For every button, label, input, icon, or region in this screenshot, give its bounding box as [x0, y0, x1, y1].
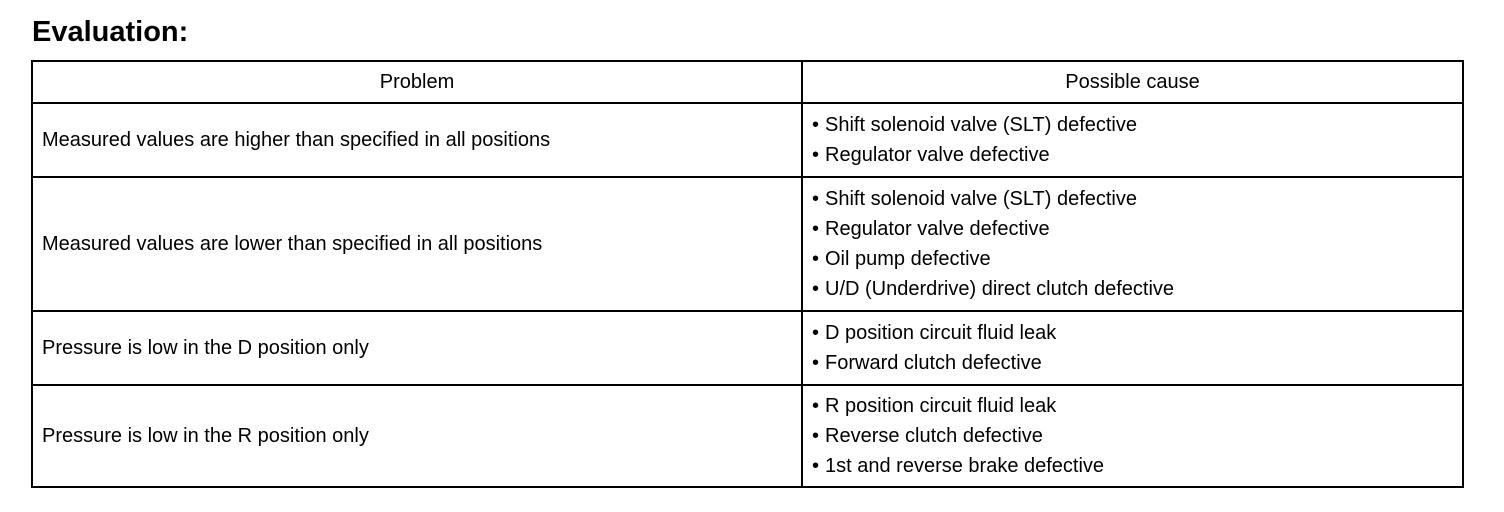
- cause-text: R position circuit fluid leak: [825, 395, 1057, 417]
- cause-item: [812, 274, 1462, 304]
- cause-cell: [802, 103, 1463, 177]
- cause-item: [812, 110, 1462, 140]
- table-row: [32, 103, 1463, 177]
- table-row: [32, 311, 1463, 385]
- cause-cell: [802, 311, 1463, 385]
- cause-text: Regulator valve defective: [825, 218, 1050, 240]
- bullet-icon: •: [812, 455, 820, 477]
- cause-item: [812, 421, 1462, 451]
- cause-item: [812, 214, 1462, 244]
- cause-item: [812, 140, 1462, 170]
- cause-item: [812, 184, 1462, 214]
- evaluation-heading: Evaluation:: [32, 16, 189, 48]
- cause-item: [812, 318, 1462, 348]
- cause-list: [812, 391, 1462, 481]
- bullet-icon: •: [812, 144, 820, 166]
- cause-item: [812, 348, 1462, 378]
- bullet-icon: •: [812, 248, 820, 270]
- bullet-icon: •: [812, 218, 820, 240]
- cause-list: [812, 318, 1462, 378]
- cause-text: Regulator valve defective: [825, 144, 1050, 166]
- bullet-icon: •: [812, 395, 820, 417]
- cause-item: [812, 244, 1462, 274]
- table-row: [32, 177, 1463, 311]
- evaluation-table: [31, 60, 1464, 488]
- problem-cell: Pressure is low in the D position only: [32, 311, 802, 385]
- cause-item: [812, 451, 1462, 481]
- header-row: [32, 61, 1463, 103]
- cause-text: Reverse clutch defective: [825, 425, 1043, 447]
- bullet-icon: •: [812, 278, 820, 300]
- header-possible-cause: Possible cause: [802, 61, 1463, 103]
- cause-list: [812, 184, 1462, 304]
- bullet-icon: •: [812, 114, 820, 136]
- cause-list: [812, 110, 1462, 170]
- bullet-icon: •: [812, 322, 820, 344]
- cause-cell: [802, 177, 1463, 311]
- problem-cell: Measured values are lower than specified in all positions: [32, 177, 802, 311]
- cause-text: D position circuit fluid leak: [825, 322, 1057, 344]
- cause-text: Shift solenoid valve (SLT) defective: [825, 188, 1138, 210]
- bullet-icon: •: [812, 425, 820, 447]
- cause-text: Oil pump defective: [825, 248, 991, 270]
- cause-text: Shift solenoid valve (SLT) defective: [825, 114, 1138, 136]
- problem-cell: Pressure is low in the R position only: [32, 385, 802, 487]
- cause-text: Forward clutch defective: [825, 352, 1042, 374]
- cause-item: [812, 391, 1462, 421]
- header-problem: Problem: [32, 61, 802, 103]
- cause-text: 1st and reverse brake defective: [825, 455, 1105, 477]
- cause-cell: [802, 385, 1463, 487]
- bullet-icon: •: [812, 188, 820, 210]
- table-row: [32, 385, 1463, 487]
- cause-text: U/D (Underdrive) direct clutch defective: [825, 278, 1175, 300]
- bullet-icon: •: [812, 352, 820, 374]
- problem-cell: Measured values are higher than specified in all positions: [32, 103, 802, 177]
